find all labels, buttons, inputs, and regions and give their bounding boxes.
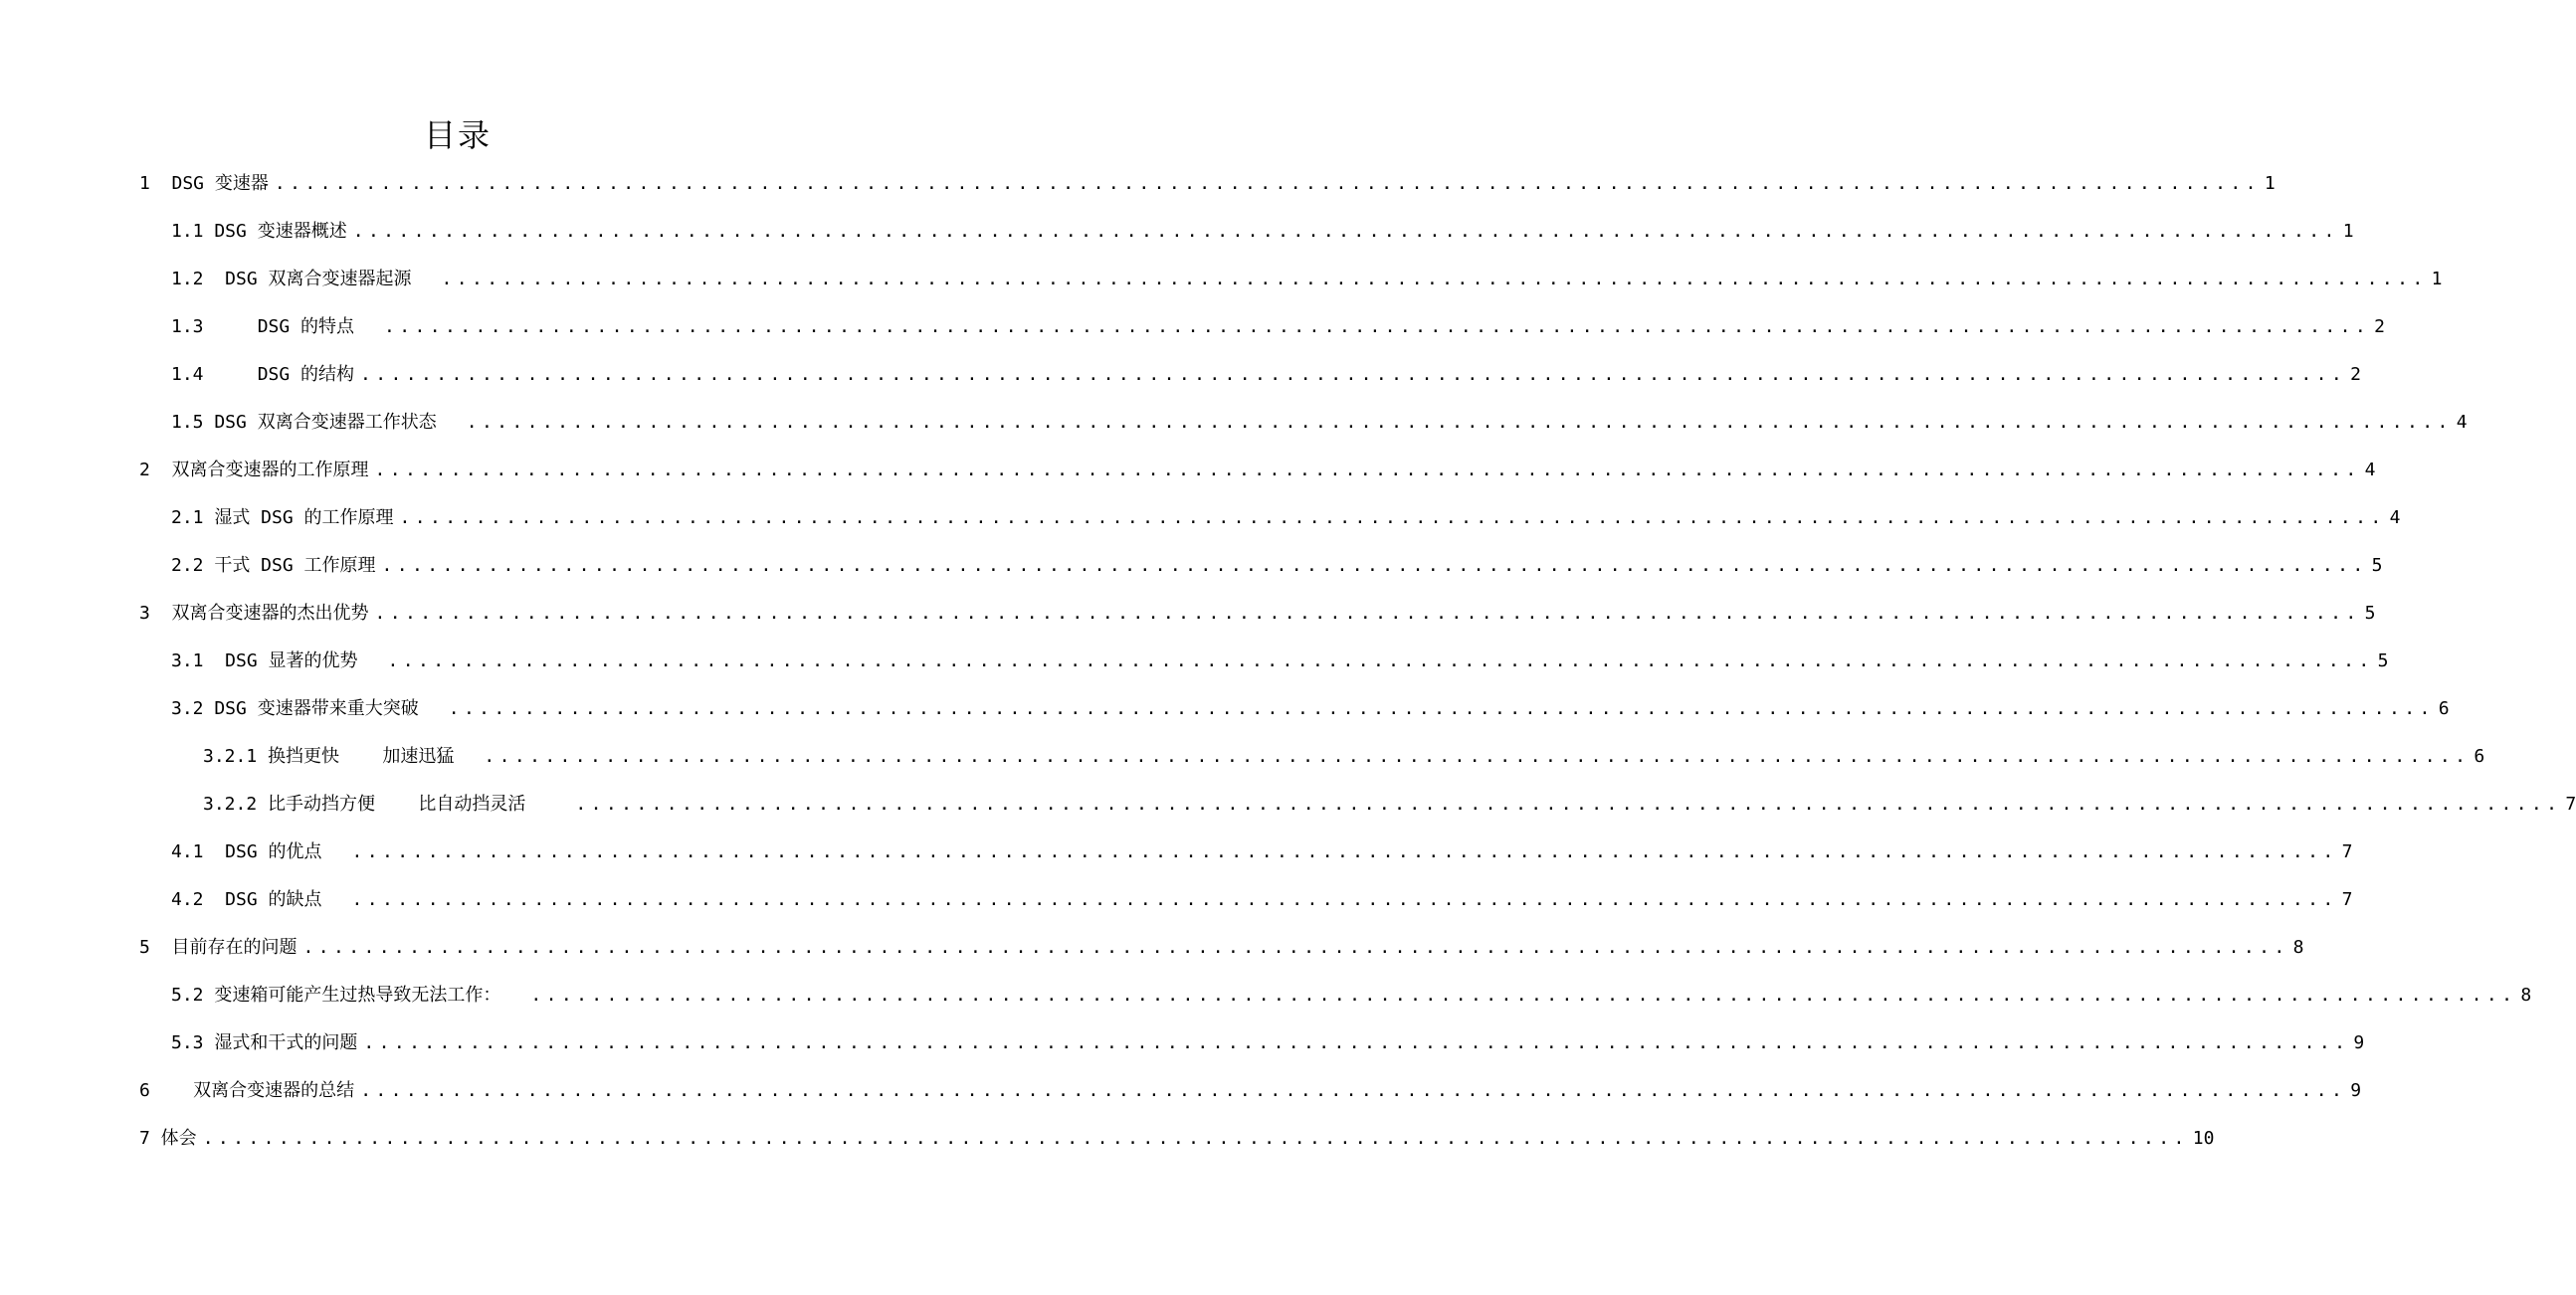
toc-entry-title: 7 体会 (139, 1128, 197, 1149)
toc-dot-leader: ................................................................................................................................... (302, 937, 2289, 958)
toc-dot-leader: ................................................................................................................................... (448, 698, 2435, 719)
toc-dot-leader: ................................................................................................................................... (352, 221, 2339, 242)
toc-entry[interactable] (171, 217, 2354, 247)
toc-entry[interactable] (171, 1028, 2365, 1058)
toc-page-number: 2 (2350, 364, 2361, 385)
toc-dot-leader: ................................................................................................................................... (384, 316, 2371, 337)
toc-entry[interactable] (171, 694, 2450, 724)
toc-page-number: 7 (2341, 889, 2353, 910)
toc-dot-leader: ................................................................................................................................... (381, 555, 2368, 576)
toc-dot-leader: ................................................................................................................................... (202, 1128, 2189, 1149)
toc-entry-title: 6 双离合变速器的总结 (139, 1080, 355, 1101)
toc-entry-title: 3.2.1 换挡更快 加速迅猛 (203, 746, 455, 767)
toc-page-number: 2 (2374, 316, 2385, 337)
toc-entry[interactable] (171, 408, 2468, 438)
toc-entry-title: 4.2 DSG 的缺点 (171, 889, 322, 910)
toc-entry[interactable] (171, 981, 2532, 1011)
toc-page-number: 8 (2292, 937, 2304, 958)
toc-entry[interactable] (171, 312, 2385, 342)
toc-entry-title: 4.1 DSG 的优点 (171, 841, 322, 862)
toc-page-number: 7 (2565, 794, 2576, 815)
toc-page-number: 5 (2371, 555, 2383, 576)
toc-entry[interactable] (171, 551, 2383, 581)
toc-entry[interactable] (171, 885, 2353, 915)
toc-dot-leader: ................................................................................................................................... (484, 746, 2471, 767)
toc-page-number: 6 (2474, 746, 2485, 767)
toc-dot-leader: ................................................................................................................................... (374, 603, 2361, 624)
toc-entry[interactable] (171, 647, 2389, 676)
toc-entry[interactable] (139, 456, 2376, 485)
toc-entry-title: 3.1 DSG 显著的优势 (171, 650, 358, 671)
toc-entry-title: 5.3 湿式和干式的问题 (171, 1032, 358, 1053)
toc-page-number: 9 (2353, 1032, 2365, 1053)
toc-dot-leader: ................................................................................................................................... (360, 364, 2347, 385)
toc-page-number: 4 (2364, 460, 2376, 480)
toc-dot-leader: ................................................................................................................................... (374, 460, 2361, 480)
toc-entry-title: 1 DSG 变速器 (139, 173, 269, 194)
toc-entry[interactable] (171, 265, 2443, 294)
toc-dot-leader: ................................................................................................................................... (466, 412, 2453, 433)
toc-page-number: 6 (2438, 698, 2450, 719)
toc-entry-title: 2.2 干式 DSG 工作原理 (171, 555, 376, 576)
toc-page-number: 8 (2520, 985, 2532, 1006)
toc-entry[interactable] (171, 503, 2401, 533)
toc-page-number: 1 (2264, 173, 2276, 194)
toc-dot-leader: ................................................................................................................................... (575, 794, 2562, 815)
page-title: 目录 (423, 116, 492, 154)
toc-entry-title: 2 双离合变速器的工作原理 (139, 460, 369, 480)
toc-page-number: 9 (2350, 1080, 2362, 1101)
toc-page-number: 4 (2389, 507, 2401, 528)
toc-dot-leader: ................................................................................................................................... (274, 173, 2261, 194)
toc-entry-title: 3 双离合变速器的杰出优势 (139, 603, 369, 624)
toc-page-number: 4 (2456, 412, 2468, 433)
toc-page-number: 7 (2341, 841, 2353, 862)
toc-entry-title: 1.3 DSG 的特点 (171, 316, 355, 337)
toc-entry[interactable] (139, 169, 2276, 199)
toc-entry[interactable] (171, 837, 2353, 867)
toc-entry[interactable] (139, 1124, 2215, 1154)
toc-dot-leader: ................................................................................................................................... (351, 841, 2338, 862)
toc-entry-title: 3.2 DSG 变速器带来重大突破 (171, 698, 419, 719)
toc-dot-leader: ................................................................................................................................... (363, 1032, 2350, 1053)
toc-dot-leader: ................................................................................................................................... (441, 269, 2428, 289)
toc-page-number: 1 (2431, 269, 2443, 289)
toc-entry-title: 3.2.2 比手动挡方便 比自动挡灵活 (203, 794, 526, 815)
toc-entry-title: 2.1 湿式 DSG 的工作原理 (171, 507, 394, 528)
toc-dot-leader: ................................................................................................................................... (399, 507, 2386, 528)
toc-page-number: 5 (2377, 650, 2389, 671)
toc-entry-title: 5.2 变速箱可能产生过热导致无法工作： (171, 985, 501, 1006)
toc-dot-leader: ................................................................................................................................... (387, 650, 2374, 671)
toc-entry-title: 1.5 DSG 双离合变速器工作状态 (171, 412, 437, 433)
toc-entry-title: 1.1 DSG 变速器概述 (171, 221, 347, 242)
toc-page-number: 1 (2342, 221, 2354, 242)
toc-entry[interactable] (203, 790, 2576, 820)
toc-entry[interactable] (171, 360, 2361, 390)
toc-entry[interactable] (139, 933, 2304, 963)
toc-entry-title: 5 目前存在的问题 (139, 937, 297, 958)
toc-entry[interactable] (139, 1076, 2362, 1106)
toc-entry-title: 1.2 DSG 双离合变速器起源 (171, 269, 412, 289)
toc-dot-leader: ................................................................................................................................... (530, 985, 2517, 1006)
toc-page-number: 10 (2192, 1128, 2215, 1149)
toc-page-number: 5 (2364, 603, 2376, 624)
toc-dot-leader: ................................................................................................................................... (360, 1080, 2347, 1101)
toc-dot-leader: ................................................................................................................................... (351, 889, 2338, 910)
toc-entry-title: 1.4 DSG 的结构 (171, 364, 355, 385)
toc-entry[interactable] (139, 599, 2376, 629)
toc-entry[interactable] (203, 742, 2485, 772)
